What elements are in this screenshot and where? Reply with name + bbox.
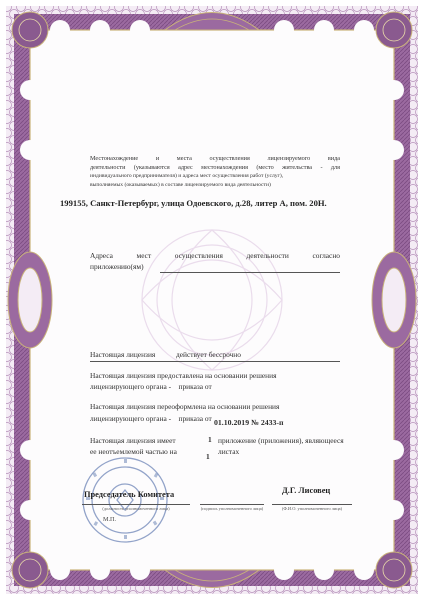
stamp-place-mark: М.П. [103, 516, 117, 523]
granted-line2: лицензирующего органа - приказа от [90, 382, 212, 391]
reissued-line2: лицензирующего органа - приказа от [90, 414, 212, 423]
validity-value: действует бессрочно [176, 350, 241, 359]
appendix-count2: 1 [206, 452, 210, 461]
underline [160, 272, 340, 273]
signatory-name: Д.Г. Лисовец [282, 486, 331, 495]
appendix-line1-right: приложение (приложения), являющееся [218, 436, 344, 445]
location-header-line2: деятельности (указываются адрес местонахождения (место жительства - для [90, 164, 340, 171]
caption-name: (Ф.И.О. уполномоченного лица) [281, 506, 343, 511]
reissued-line1: Настоящая лицензия переоформлена на основании решения [90, 402, 280, 411]
underline [272, 504, 352, 505]
appendix-line2-right: листах [218, 447, 240, 456]
addresses-note-line1: Адреса мест осуществления деятельности согласно [90, 251, 340, 260]
validity-label: Настоящая лицензия [90, 350, 156, 359]
appendix-line2-left: ее неотъемлемой частью на [90, 447, 177, 456]
appendix-line1-left: Настоящая лицензия имеет [90, 436, 176, 445]
appendix-count1: 1 [208, 435, 212, 444]
signatory-position: Председатель Комитета [84, 490, 175, 499]
caption-position: (должность уполномоченного лица) [102, 506, 170, 511]
underline [82, 504, 190, 505]
location-header-line1: Местонахождение и места осуществления лицензируемого вида [90, 155, 340, 162]
underline [200, 504, 264, 505]
addresses-note-line2: приложению(ям) [90, 262, 144, 271]
reissued-date-number: 01.10.2019 № 2433-п [214, 418, 284, 427]
address: 199155, Санкт-Петербург, улица Одоевского, д.28, литер А, пом. 20Н. [60, 198, 327, 208]
location-header-line4: выполняемых (оказываемых) в составе лицензируемого вида деятельности) [90, 182, 271, 188]
granted-line1: Настоящая лицензия предоставлена на основании решения [90, 371, 277, 380]
location-header-line3: индивидуального предпринимателя) и адреса мест осуществления работ (услуг), [90, 173, 284, 179]
caption-signature: (подпись уполномоченного лица) [200, 506, 264, 511]
underline [90, 361, 340, 362]
